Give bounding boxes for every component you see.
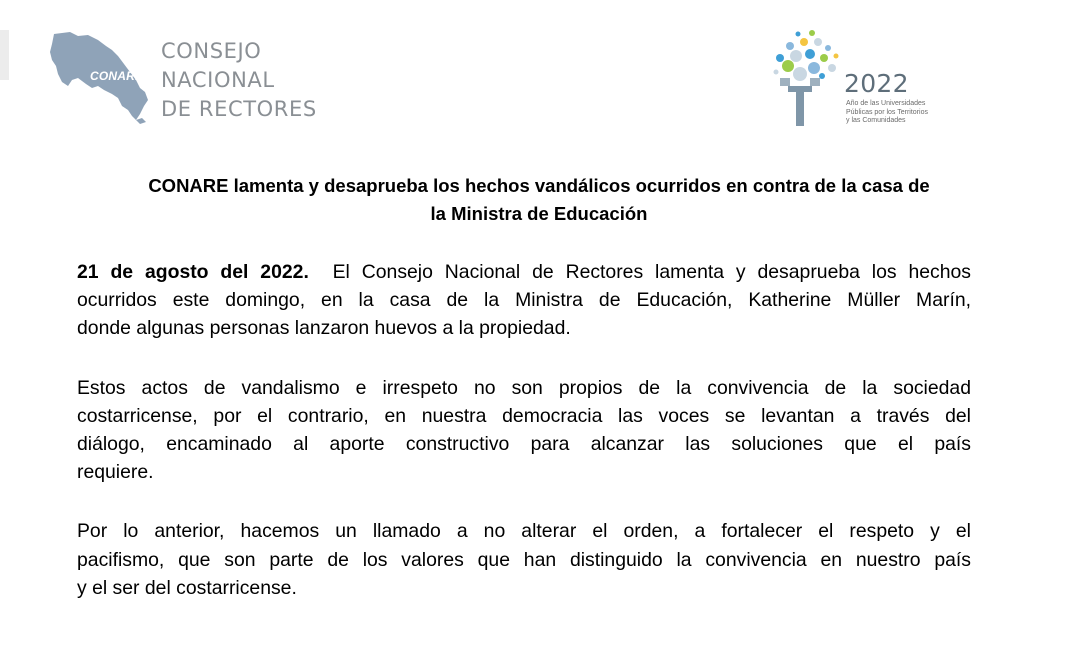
paragraph-1-line-1 [77, 258, 971, 286]
paragraph-1-line-2: ocurridos este domingo, en la casa de la Ministra de Educación, Katherine Müller Marín, [77, 289, 971, 312]
wordmark-line-3: DE RECTORES [161, 97, 317, 121]
dateline: 21 de agosto del 2022. [77, 261, 309, 283]
paragraph-3-line-2: pacifismo, que son parte de los valores que han distinguido la convivencia en nuestro país [77, 548, 971, 571]
year-2022-logo [770, 28, 960, 132]
paragraph-1 [77, 258, 971, 343]
paragraph-2-line-1: Estos actos de vandalismo e irrespeto no son propios de la convivencia de la sociedad [77, 376, 971, 399]
year-caption-line-2: Públicas por los Territorios [846, 108, 928, 116]
paragraph-2 [77, 374, 971, 487]
year-caption-line-3: y las Comunidades [846, 117, 906, 124]
document-body [77, 258, 971, 633]
paragraph-2-line-2: costarricense, por el contrario, en nuestra democracia las voces se levantan a través del [77, 404, 971, 427]
title-line-1: CONARE lamenta y desaprueba los hechos vandálicos ocurridos en contra de la casa de [148, 175, 930, 196]
paragraph-3-line-1: Por lo anterior, hacemos un llamado a no alterar el orden, a fortalecer el respeto y el [77, 520, 971, 543]
wordmark-line-2: NACIONAL [161, 68, 275, 92]
conare-logo [48, 28, 348, 128]
paragraph-2-line-3: diálogo, encaminado al aporte constructivo para alcanzar las soluciones que el país [77, 433, 971, 456]
paragraph-3 [77, 517, 971, 602]
year-caption-line-1: Año de las Universidades [846, 100, 926, 107]
paragraph-2-line-4: requiere. [77, 461, 154, 484]
document-title [60, 172, 1018, 228]
year-number: 2022 [844, 69, 909, 98]
conare-wordmark [161, 37, 317, 124]
tree-of-circles-icon [770, 28, 850, 128]
paragraph-3-line-3: y el ser del costarricense. [77, 576, 297, 599]
paragraph-1-line-3: donde algunas personas lanzaron huevos a la propiedad. [77, 317, 571, 340]
paragraph-1-line-1-text: El Consejo Nacional de Rectores lamenta y desaprueba los hechos [332, 261, 971, 283]
page-edge-mark [0, 30, 9, 80]
conare-map-label: CONARE [90, 69, 144, 83]
year-caption [846, 100, 928, 126]
wordmark-line-1: CONSEJO [161, 39, 262, 63]
title-line-2: la Ministra de Educación [430, 203, 648, 224]
